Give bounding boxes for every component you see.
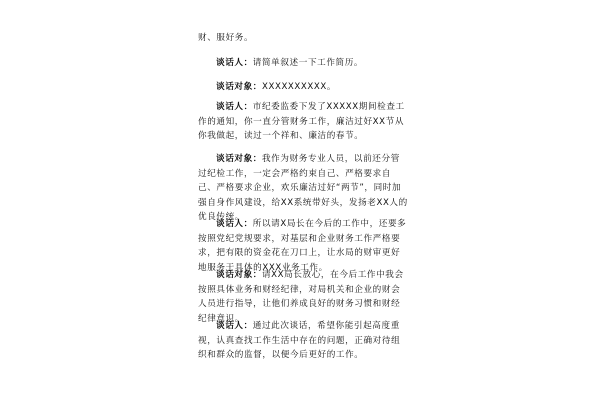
speaker-label: 谈话对象： — [216, 82, 262, 92]
paragraph-interviewee-1 — [198, 80, 408, 95]
speaker-label: 谈话人： — [216, 321, 253, 331]
paragraph-text: 请XX局长放心，在今后工作中我会按照具体业务和财经纪律，对局机关和企业的财会人员进行指导，让他们养成良好的财务习惯和财经纪律意识。 — [198, 270, 404, 324]
speaker-label: 谈话人： — [216, 219, 253, 229]
paragraph-text: XXXXXXXXXX。 — [261, 82, 337, 92]
paragraph-interviewer-2 — [198, 100, 408, 144]
paragraph-text: 市纪委监委下发了XXXXX期间检查工作的通知，你一直分管财务工作，廉洁过好XX节从你我做起，读过一个祥和、廉洁的春节。 — [198, 102, 405, 141]
speaker-label: 谈话人： — [216, 102, 253, 112]
paragraph-text: 我作为财务专业人员，以前还分管过纪检工作，一定会严格约束自己、严格要求自己、严格要求企业，欢乐廉洁过好“两节”，同时加强自身作风建设，给XX系统带好头，发扬老XX人的优良传统。 — [198, 154, 408, 222]
paragraph-text: 财、服好务。 — [198, 33, 254, 43]
paragraph-interviewee-2 — [198, 152, 408, 225]
speaker-label: 谈话对象： — [216, 154, 262, 164]
paragraph-continuation — [198, 31, 408, 46]
paragraph-interviewer-4 — [198, 319, 408, 363]
paragraph-interviewee-3 — [198, 268, 408, 326]
speaker-label: 谈话人： — [216, 58, 253, 68]
paragraph-interviewer-1 — [198, 56, 408, 71]
paragraph-text: 所以请X局长在今后的工作中，还要多按照党纪党规要求，对基层和企业财务工作严格要求，把有限的资金花在刀口上，让水局的财审更好地服务于具体的XXX业务工作。 — [198, 219, 407, 273]
paragraph-interviewer-3 — [198, 217, 408, 275]
paragraph-text: 请简单叙述一下工作简历。 — [252, 58, 364, 68]
paragraph-text: 通过此次谈话，希望你能引起高度重视，认真查找工作生活中存在的问题，正确对待组织和群众的监督，以便今后更好的工作。 — [198, 321, 401, 360]
speaker-label: 谈话对象： — [216, 270, 262, 280]
